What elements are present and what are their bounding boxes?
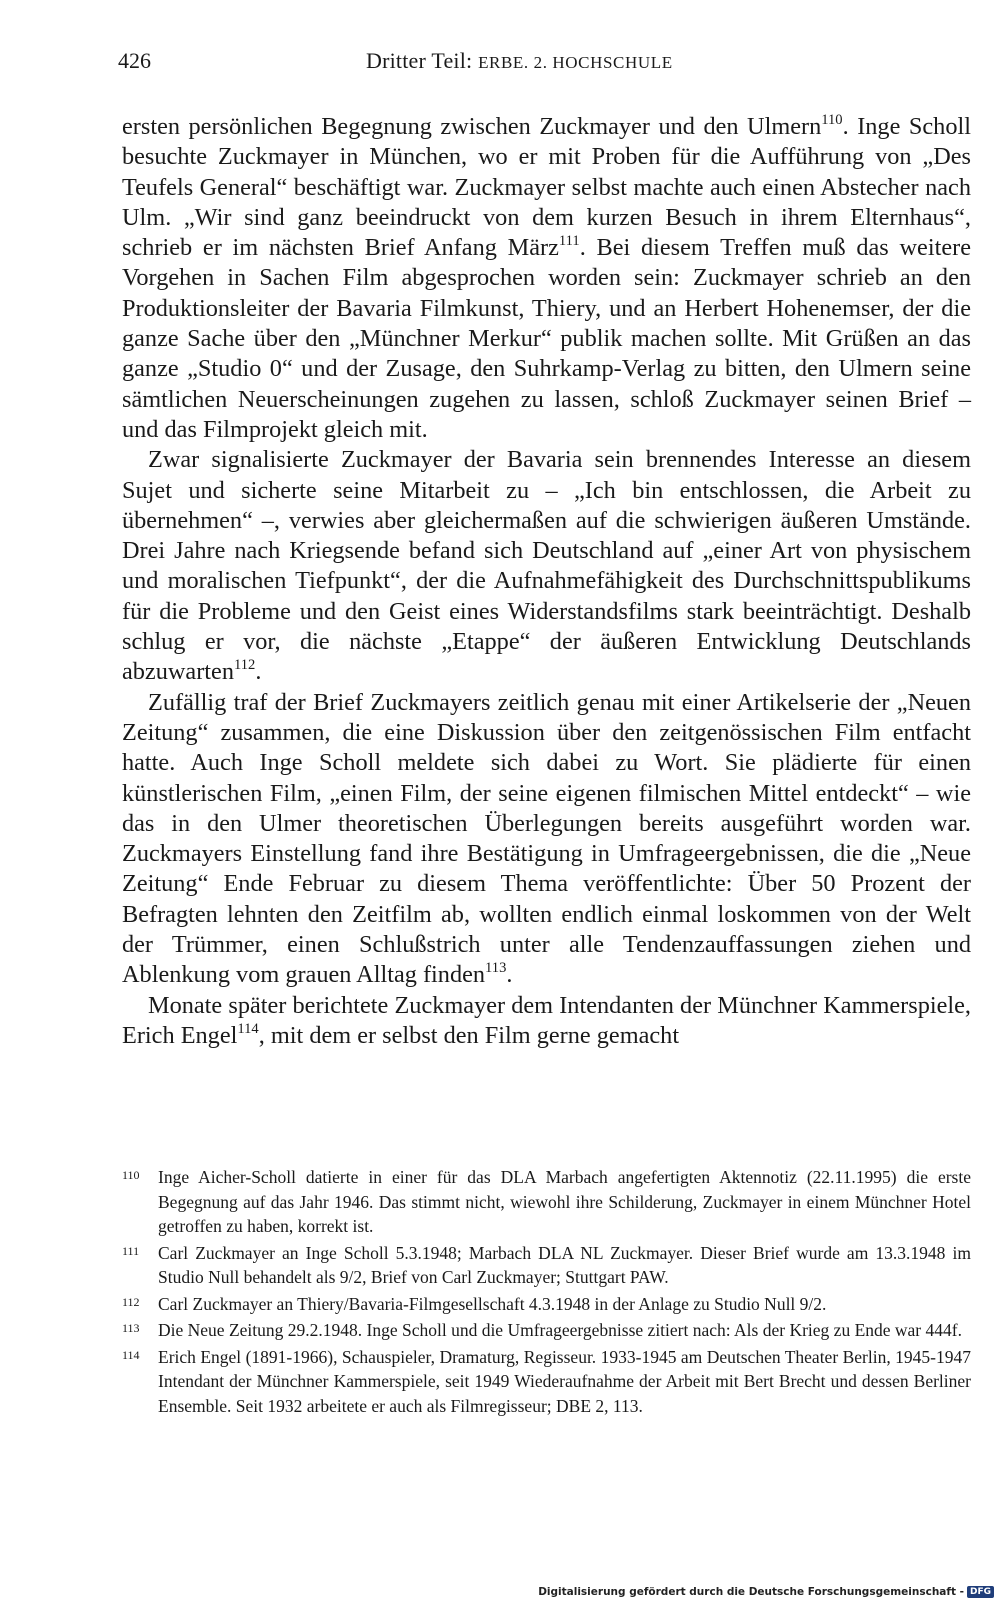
text-segment: . Bei diesem Treffen muß das weitere Vorgehen in Sachen Film abgesprochen worden sein: Zuckmayer schrieb an den Produktionsleiter der Bavaria Filmkunst, Thiery, und an Herbert Hohenemser, der die ganze Sache über den „Münchner Merkur“ publik machen sollte. Mit Grüßen an das ganze „Studio 0“ und der Zusage, den Suhrkamp-Verlag zu bitten, den Ulmern seine sämtlichen Neuerscheinungen zugehen zu lassen, schloß Zuckmayer seinen Brief – und das Filmprojekt gleich mit. bbox=[122, 234, 971, 443]
footnote bbox=[122, 1241, 971, 1290]
dfg-logo: DFG bbox=[967, 1586, 994, 1598]
footnote-number: 110 bbox=[122, 1168, 140, 1182]
running-head-section: ERBE. 2. HOCHSCHULE bbox=[478, 53, 673, 72]
footnote bbox=[122, 1318, 971, 1343]
footnote-ref: 111 bbox=[558, 232, 580, 249]
footnote-text: Inge Aicher-Scholl datierte in einer für das DLA Marbach angefertigten Aktennotiz (22.11.1995) die erste Begegnung auf das Jahr 1946. Das stimmt nicht, wiewohl ihre Schilderung, Zuckmayer in einem Münchner Hotel getroffen zu haben, korrekt ist. bbox=[158, 1167, 971, 1236]
main-text bbox=[122, 112, 971, 1051]
footnote bbox=[122, 1345, 971, 1419]
running-head bbox=[366, 48, 673, 74]
footnote-text: Die Neue Zeitung 29.2.1948. Inge Scholl und die Umfrageergebnisse zitiert nach: Als der Krieg zu Ende war 444f. bbox=[158, 1320, 962, 1340]
text-segment: . bbox=[506, 961, 513, 989]
footnote-number: 114 bbox=[122, 1347, 140, 1362]
page-number: 426 bbox=[118, 48, 151, 73]
footnote-ref: 113 bbox=[485, 960, 507, 977]
footnote bbox=[122, 1292, 971, 1317]
digitization-credit bbox=[538, 1586, 994, 1598]
text-segment: Zufällig traf der Brief Zuckmayers zeitlich genau mit einer Artikelserie der „Neuen Zeitung“ zusammen, die eine Diskussion über den zeitgenössischen Film entfacht hatte. Auch Inge Scholl meldete sich dabei zu Wort. Sie plädierte für einen künstlerischen Film, „einen Film, der seine eigenen filmischen Mittel entdeckt“ – wie das in den Ulmer theoretischen Überlegungen bereits ausgeführt worden war. Zuckmayers Einstellung fand ihre Bestätigung in Umfrageergebnissen, die die „Neue Zeitung“ Ende Februar zu diesem Thema veröffentlichte: Über 50 Prozent der Befragten lehnten den Zeitfilm ab, wollten endlich einmal loskommen von der Welt der Trümmer, einen Schlußstrich unter alle Tendenzauffassungen ziehen und Ablenkung vom grauen Alltag finden bbox=[122, 688, 971, 989]
page-header bbox=[118, 48, 958, 82]
paragraph bbox=[122, 688, 971, 991]
footnote-text: Carl Zuckmayer an Thiery/Bavaria-Filmgesellschaft 4.3.1948 in der Anlage zu Studio Null 9/2. bbox=[158, 1293, 827, 1314]
footnotes bbox=[122, 1165, 971, 1420]
paragraph bbox=[122, 445, 971, 687]
text-segment: , mit dem er selbst den Film gerne gemacht bbox=[258, 1021, 680, 1049]
text-segment: . Inge Scholl besuchte Zuckmayer in München, wo er mit Proben für die Aufführung von „Des Teufels General“ beschäftigt war. Zuckmayer selbst machte auch einen Abstecher nach Ulm. „Wir sind ganz beeindruckt von dem kurzen Besuch in ihrem Elternhaus“, schrieb er im nächsten Brief Anfang März bbox=[122, 113, 971, 262]
text-segment: ersten persönlichen Begegnung zwischen Zuckmayer und den Ulmern bbox=[122, 113, 822, 140]
footnote-number: 111 bbox=[122, 1243, 140, 1258]
footnote-number: 113 bbox=[122, 1321, 140, 1335]
footnote-ref: 112 bbox=[233, 657, 256, 674]
footnote-text: Erich Engel (1891-1966), Schauspieler, Dramaturg, Regisseur. 1933-1945 am Deutschen Theater Berlin, 1945-1947 Intendant der Münchner Kammerspiele, seit 1949 Wiederaufnahme der Arbeit mit Bert Brecht und dessen Berliner Ensemble. Seit 1932 arbeitete er auch als Filmregisseur; DBE 2, 113. bbox=[158, 1346, 971, 1416]
footnote-number: 112 bbox=[122, 1294, 140, 1309]
credit-text: Digitalisierung gefördert durch die Deutsche Forschungsgemeinschaft - bbox=[538, 1586, 964, 1598]
paragraph bbox=[122, 991, 971, 1052]
text-segment: Zwar signalisierte Zuckmayer der Bavaria sein brennendes Interesse an diesem Sujet und sicherte seine Mitarbeit zu – „Ich bin entschlossen, die Arbeit zu übernehmen“ –, verwies aber gleichermaßen auf die schwierigen äußeren Umstände. Drei Jahre nach Kriegsende befand sich Deutschland auf „einer Art von physischem und moralischen Tiefpunkt“, der die Aufnahmefähigkeit des Durchschnittspublikums für die Probleme und den Geist eines Widerstandsfilms stark beeinträchtigt. Deshalb schlug er vor, die nächste „Etappe“ der äußeren Entwicklung Deutschlands abzuwarten bbox=[122, 446, 971, 686]
footnote-ref: 110 bbox=[821, 111, 843, 128]
text-segment: Monate später berichtete Zuckmayer dem Intendanten der Münchner Kammerspiele, Erich Engel bbox=[122, 991, 971, 1049]
paragraph bbox=[122, 112, 971, 445]
footnote bbox=[122, 1165, 971, 1239]
running-head-prefix: Dritter Teil: bbox=[366, 48, 479, 73]
text-segment: . bbox=[255, 658, 262, 686]
footnote-ref: 114 bbox=[237, 1020, 259, 1037]
footnote-text: Carl Zuckmayer an Inge Scholl 5.3.1948; Marbach DLA NL Zuckmayer. Dieser Brief wurde am 13.3.1948 im Studio Null behandelt als 9/2, Brief von Carl Zuckmayer; Stuttgart PAW. bbox=[158, 1242, 971, 1287]
